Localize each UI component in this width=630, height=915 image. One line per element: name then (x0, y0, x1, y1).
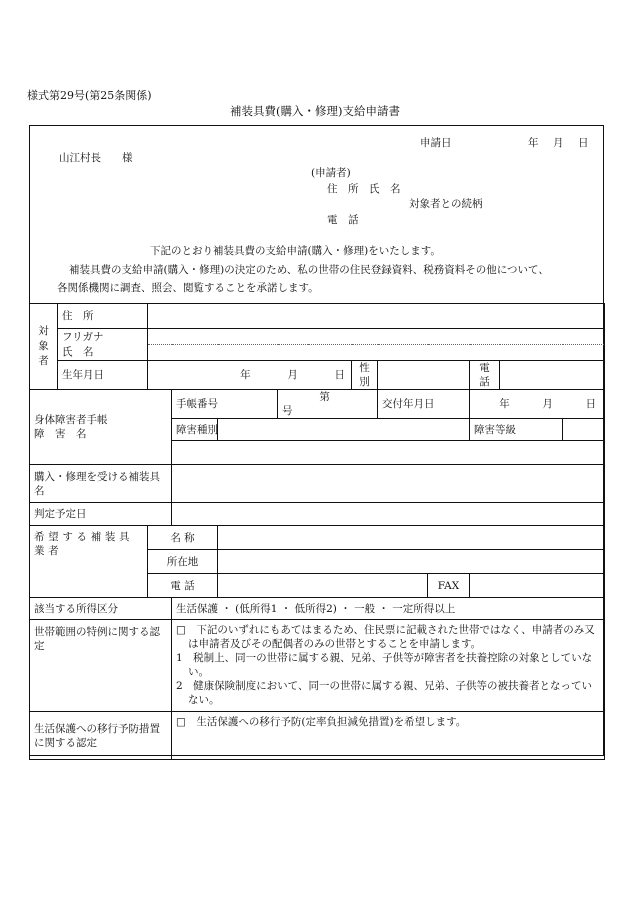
birth-field[interactable] (148, 361, 352, 390)
disability-type-label: 障害種別 (172, 419, 218, 441)
vendor-fax-label: FAX (428, 574, 470, 598)
statement-line-1: 下記のとおり補装具費の支給申請(購入・修理)をいたします。 (150, 245, 441, 257)
subject-group-cell (30, 304, 58, 390)
form-number-label: 様式第29号(第25条関係) (27, 89, 152, 102)
statement-line-2: 補装具費の支給申請(購入・修理)の決定のため、私の世帯の住民登録資料、税務資料その他について、 (69, 264, 549, 276)
vendor-name-field[interactable] (218, 526, 605, 550)
income-class-options[interactable]: 生活保護 ・ (低所得1 ・ 低所得2) ・ 一般 ・ 一定所得以上 (172, 598, 605, 620)
addressee: 山江村長 様 (59, 152, 133, 164)
subject-address-field[interactable] (148, 304, 605, 329)
apply-date-month: 月 (553, 137, 564, 149)
document-title: 補装具費(購入・修理)支給申請書 (230, 104, 400, 118)
apply-date-year: 年 (528, 137, 539, 149)
household-condition-2: 2 健康保険制度において、同一の世帯に属する親、兄弟、子供等の被扶養者となっていない。 (176, 680, 592, 706)
disability-name-field[interactable] (172, 441, 605, 465)
handbook-number-go: 号 (282, 405, 293, 417)
disability-grade-field[interactable] (563, 419, 605, 441)
device-name-field[interactable] (172, 465, 605, 503)
subject-phone-field[interactable] (500, 361, 605, 390)
apply-date-label: 申請日 (420, 137, 452, 149)
vendor-fax-field[interactable] (470, 574, 605, 598)
household-special-content[interactable] (172, 620, 605, 712)
birth-day: 日 (334, 369, 345, 381)
issue-day: 日 (585, 398, 597, 410)
judgement-date-label: 判定予定日 (30, 503, 172, 526)
sex-field[interactable] (378, 361, 470, 390)
judgement-date-field[interactable] (172, 503, 605, 526)
welfare-prevention-label: 生活保護への移行予防措置に関する認定 (30, 712, 172, 760)
income-class-label: 該当する所得区分 (30, 598, 172, 620)
vendor-phone-field[interactable] (218, 574, 428, 598)
subject-name-field[interactable] (148, 345, 605, 361)
subject-phone-label: 電 話 (470, 361, 500, 390)
vendor-location-field[interactable] (218, 550, 605, 574)
statement-line-3: 各関係機関に調査、照会、閲覧することを承諾します。 (57, 282, 319, 294)
subject-group-label: 対象者 (38, 325, 49, 367)
subject-address-label: 住 所 (58, 304, 148, 329)
welfare-prevention-checkbox-text: □ 生活保護への移行予防(定率負担減免措置)を希望します。 (176, 716, 467, 728)
applicant-phone: 電 話 (327, 214, 359, 226)
device-name-label: 購入・修理を受ける補装具名 (30, 465, 172, 503)
issue-year: 年 (499, 398, 510, 410)
vendor-name-label: 名 称 (148, 526, 218, 550)
apply-date-day: 日 (578, 137, 589, 149)
household-condition-1: 1 税制上、同一の世帯に属する親、兄弟、子供等が障害者を扶養控除の対象としていない。 (176, 652, 593, 678)
issue-date-label: 交付年月日 (378, 390, 470, 419)
subject-name-label: 氏 名 (58, 345, 148, 361)
disability-type-field[interactable] (218, 419, 470, 441)
handbook-number-field[interactable] (278, 390, 378, 419)
household-request-checkbox-text: □ 下記のいずれにもあてはまるため、住民票に記載された世帯ではなく、申請者のみ又は申請者及びその配偶者のみの世帯とすることを申請します。 (176, 624, 595, 650)
application-table (29, 303, 605, 760)
handbook-number-label: 手帳番号 (172, 390, 278, 419)
issue-date-field[interactable] (470, 390, 605, 419)
disability-name-label: 障 害 名 (34, 428, 87, 440)
handbook-number-dai: 第 (319, 391, 330, 403)
birth-year: 年 (240, 369, 251, 381)
welfare-prevention-content[interactable] (172, 712, 605, 760)
handbook-label: 身体障害者手帳 (34, 414, 108, 426)
furigana-label: フリガナ (58, 329, 148, 345)
applicant-label: (申請者) (311, 167, 351, 179)
relation-label: 対象者との続柄 (409, 198, 483, 210)
birth-month: 月 (287, 369, 298, 381)
vendor-label-cell (30, 526, 148, 598)
household-special-label: 世帯範囲の特例に関する認定 (30, 620, 172, 712)
vendor-phone-label: 電 話 (148, 574, 218, 598)
issue-month: 月 (542, 398, 553, 410)
vendor-label: 希望する補装具業者 (34, 531, 134, 557)
birth-label: 生年月日 (58, 361, 148, 390)
furigana-field[interactable] (148, 329, 605, 345)
handbook-label-cell (30, 390, 172, 465)
sex-label: 性 別 (352, 361, 378, 390)
applicant-address-name: 住 所 氏 名 (327, 183, 401, 195)
disability-grade-label: 障害等級 (470, 419, 563, 441)
vendor-location-label: 所在地 (148, 550, 218, 574)
